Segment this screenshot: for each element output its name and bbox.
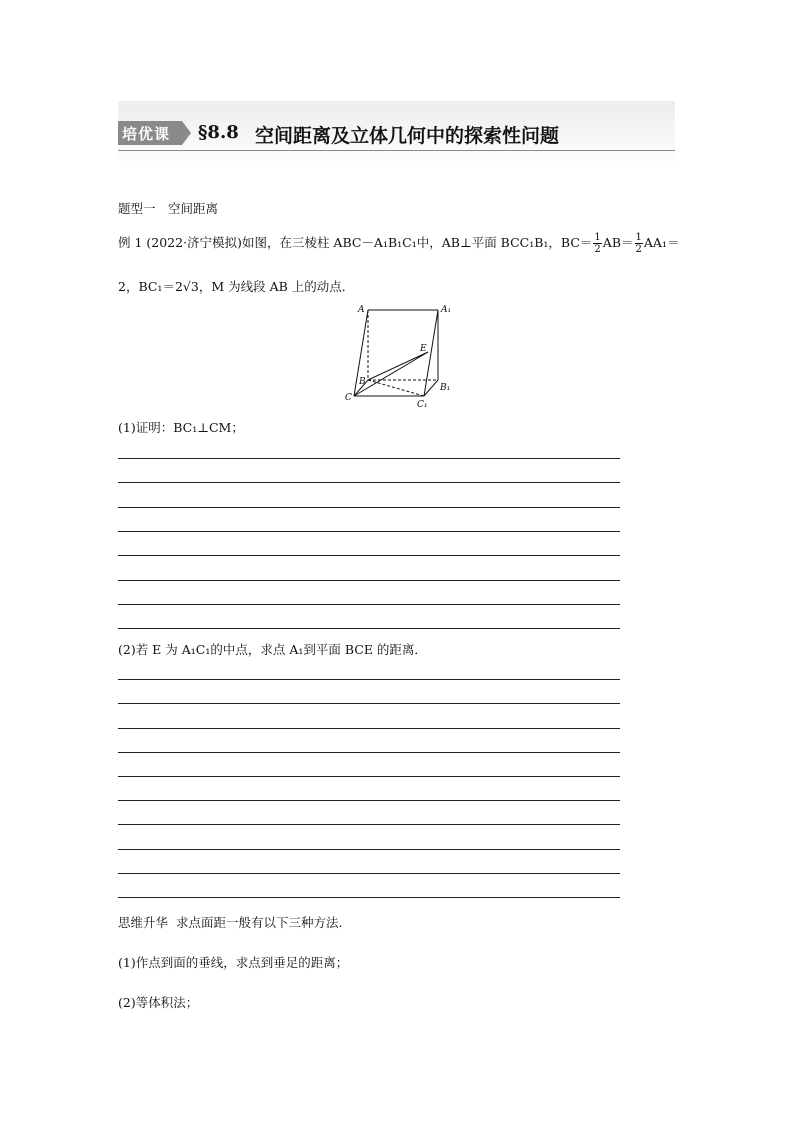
edge-ce	[354, 352, 428, 396]
answer-line	[118, 458, 620, 459]
example-line-1	[118, 232, 679, 255]
type-heading: 题型一 空间距离	[118, 201, 219, 216]
summary-text: 求点面距一般有以下三种方法.	[175, 915, 343, 930]
fraction-half-2	[635, 232, 643, 255]
badge-label: 培优课	[122, 125, 171, 143]
label-c1: C₁	[417, 400, 428, 410]
answer-line	[118, 679, 620, 680]
answer-line	[118, 482, 620, 483]
answer-line	[118, 531, 620, 532]
prism-figure	[340, 300, 460, 414]
section-number: §8.8	[198, 122, 239, 143]
answer-line	[118, 873, 620, 874]
fraction-numerator: 1	[594, 232, 601, 243]
summary-title: 思维升华	[118, 915, 169, 930]
answer-line	[118, 849, 620, 850]
answer-line	[118, 703, 620, 704]
label-a: A	[358, 305, 365, 315]
answer-line	[118, 628, 620, 629]
fraction-denominator: 2	[635, 244, 642, 255]
edge-be	[368, 352, 428, 380]
page-title: 空间距离及立体几何中的探索性问题	[255, 125, 560, 147]
summary-method-1: (1)作点到面的垂线，求点到垂足的距离；	[118, 955, 349, 970]
answer-line	[118, 507, 620, 508]
answer-line	[118, 604, 620, 605]
triangular-prism-diagram	[340, 300, 460, 410]
answer-line	[118, 555, 620, 556]
answer-line	[118, 580, 620, 581]
answer-line	[118, 824, 620, 825]
question-2: (2)若 E 为 A₁C₁的中点，求点 A₁到平面 BCE 的距离．	[118, 642, 427, 657]
fraction-half-1	[593, 232, 601, 255]
answer-line	[118, 897, 620, 898]
label-c: C	[345, 393, 352, 403]
example-line-2: 2，BC₁＝2√3，M 为线段 AB 上的动点．	[118, 279, 355, 294]
label-b: B	[359, 377, 366, 387]
summary-line	[118, 913, 342, 931]
answer-line	[118, 776, 620, 777]
label-b1: B₁	[440, 383, 451, 393]
answer-line	[118, 800, 620, 801]
question-1: (1)证明：BC₁⊥CM；	[118, 420, 244, 435]
example-text-a: 例 1 (2022·济宁模拟)如图，在三棱柱 ABC－A₁B₁C₁中，AB⊥平面 BCC₁B₁，BC＝	[118, 235, 593, 250]
header-rule	[118, 150, 675, 151]
example-text-c: AA₁＝	[643, 235, 680, 250]
fraction-numerator: 1	[635, 232, 642, 243]
summary-method-2: (2)等体积法；	[118, 995, 199, 1010]
fraction-denominator: 2	[594, 244, 601, 255]
example-text-b: AB＝	[602, 235, 634, 250]
answer-line	[118, 752, 620, 753]
course-badge	[118, 121, 192, 145]
answer-line	[118, 728, 620, 729]
label-a1: A₁	[441, 305, 452, 315]
label-e: E	[420, 344, 427, 354]
